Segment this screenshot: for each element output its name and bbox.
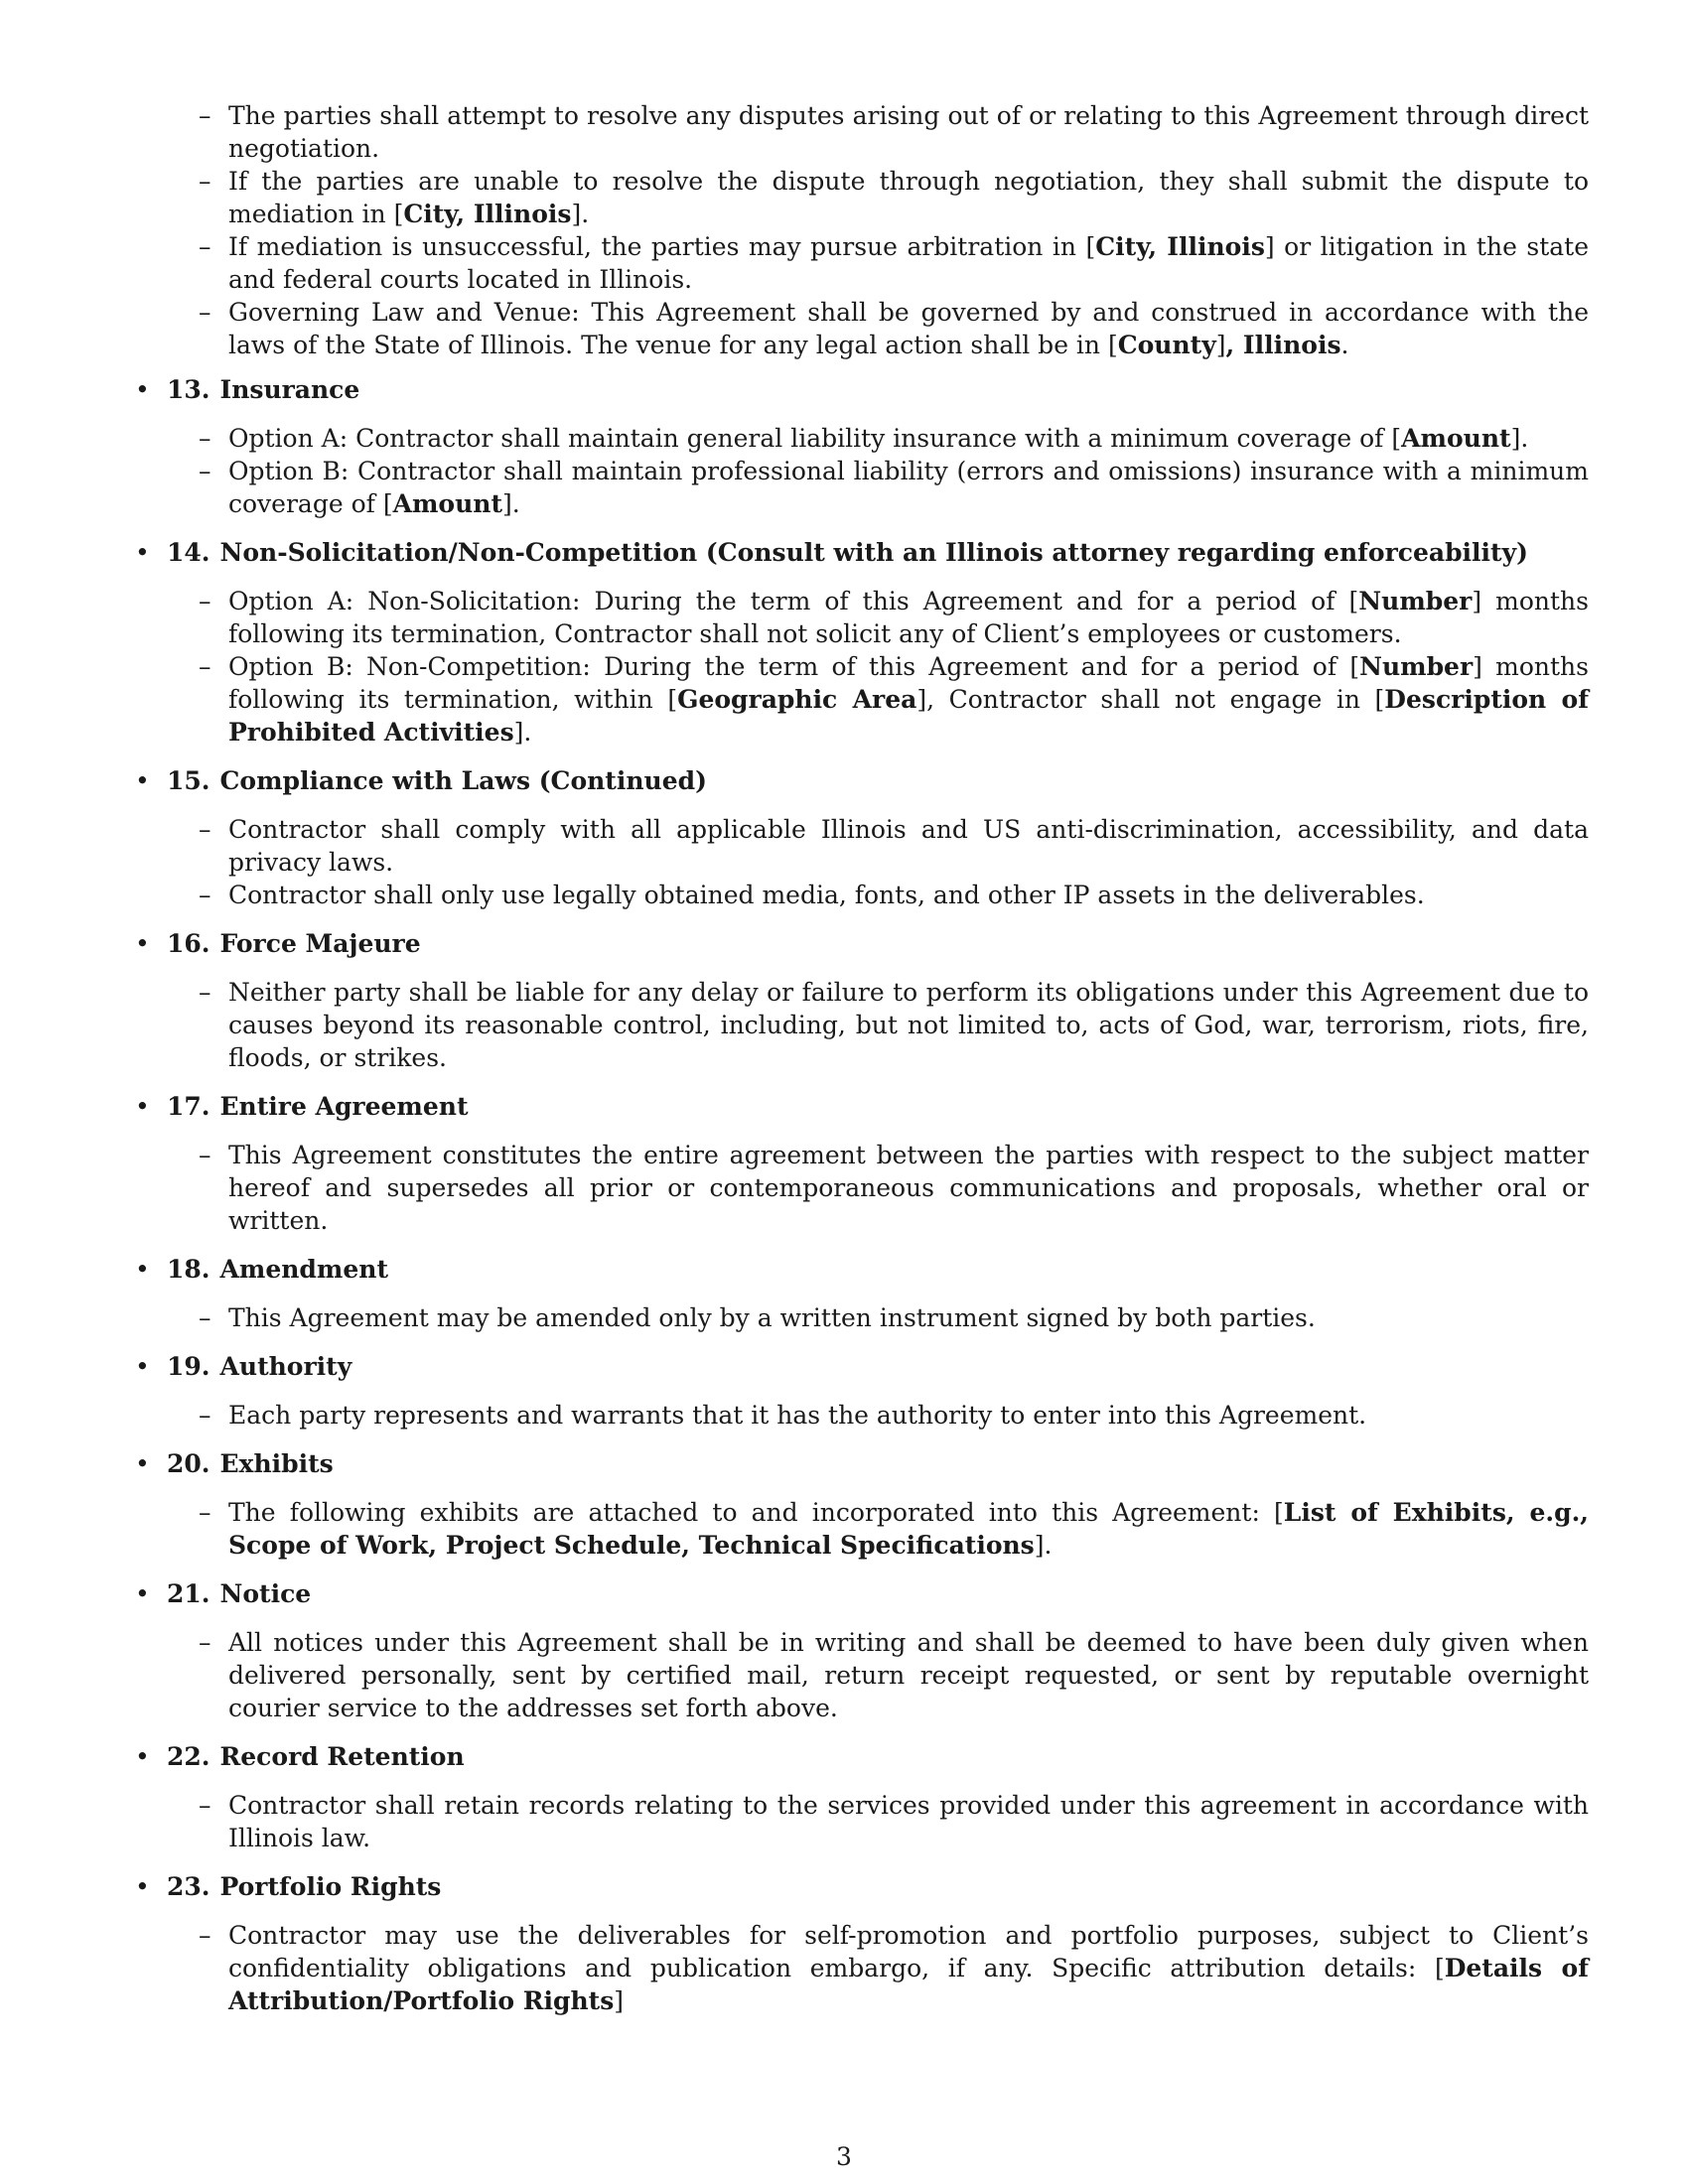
section-number: 18.: [167, 1255, 211, 1284]
section: [129, 1253, 1589, 1334]
section-clause: [129, 455, 1589, 520]
placeholder-text: City, Illinois: [403, 200, 572, 228]
clause-text: All notices under this Agreement shall be in writing and shall be deemed to have been duly given when delivered personally, sent by certified mail, return receipt requested, or sent by reputable overnight courier service to the addresses set forth above.: [228, 1628, 1589, 1722]
clause-text: ].: [1034, 1531, 1053, 1560]
clause-text: Option A: Non-Solicitation: During the term of this Agreement and for a period of [: [228, 587, 1359, 615]
section: [129, 373, 1589, 520]
section-clause: [129, 585, 1589, 650]
clause-text: Neither party shall be liable for any delay or failure to perform its obligations under this Agreement due to causes beyond its reasonable control, including, but not limited to, acts of God, war, terrorism, riots, fire, floods, or strikes.: [228, 978, 1589, 1072]
clause-text: ].: [513, 718, 532, 747]
placeholder-text: Geographic Area: [677, 685, 917, 714]
section-clauses: [129, 1301, 1589, 1334]
section-title: Non-Solicitation/Non-Competition (Consult with an Illinois attorney regarding enforceability): [219, 538, 1528, 567]
section-clauses: [129, 585, 1589, 749]
dash-marker: –: [199, 1921, 211, 1950]
dash-marker: –: [199, 652, 211, 681]
bullet-marker: •: [135, 1352, 150, 1381]
section-clauses: [129, 1139, 1589, 1237]
clause-text: ] months following its termination, Contractor shall not solicit any of Client’s employees or customers.: [228, 587, 1589, 648]
clause-text: Option A: Contractor shall maintain general liability insurance with a minimum coverage of [: [228, 424, 1402, 453]
dispute-clause: [129, 230, 1589, 296]
bullet-marker: •: [135, 1255, 150, 1284]
dispute-resolution-list: [129, 99, 1589, 361]
dash-marker: –: [199, 1791, 211, 1820]
bullet-marker: •: [135, 929, 150, 958]
section-number: 19.: [167, 1352, 211, 1381]
section-clauses: [129, 1399, 1589, 1432]
clause-text: [: [393, 200, 404, 228]
section-clause: [129, 1139, 1589, 1237]
section: [129, 536, 1589, 749]
section: [129, 1577, 1589, 1724]
section-clauses: [129, 422, 1589, 520]
clause-text: Contractor shall retain records relating to the services provided under this agreement in accordance with Illinois law.: [228, 1791, 1589, 1852]
section: [129, 1870, 1589, 2017]
section-heading: [129, 1740, 1589, 1773]
section: [129, 1090, 1589, 1237]
dash-marker: –: [199, 424, 211, 453]
dash-marker: –: [199, 167, 211, 196]
placeholder-text: Details of Attribution/Portfolio Rights: [228, 1954, 1589, 2015]
section-heading: [129, 1870, 1589, 1903]
section-clause: [129, 1301, 1589, 1334]
section-number: 21.: [167, 1579, 211, 1608]
placeholder-text: Number: [1358, 587, 1473, 615]
dash-marker: –: [199, 1141, 211, 1169]
dispute-clause: [129, 165, 1589, 230]
section-title: Insurance: [219, 375, 360, 404]
bullet-marker: •: [135, 1579, 150, 1608]
section-title: Force Majeure: [219, 929, 421, 958]
clause-text: Governing Law and Venue: This Agreement shall be governed by and construed in accordance with the laws of the State of Illinois. The venue for any legal action shall be in [: [228, 298, 1589, 359]
clause-text: .: [1340, 331, 1349, 359]
section-title: Entire Agreement: [219, 1092, 469, 1121]
dash-marker: –: [199, 1401, 211, 1430]
placeholder-text: Number: [1359, 652, 1474, 681]
dash-marker: –: [199, 587, 211, 615]
dash-marker: –: [199, 1303, 211, 1332]
clause-text: ], Contractor shall not engage in [: [916, 685, 1385, 714]
bullet-marker: •: [135, 1092, 150, 1121]
section-title: Record Retention: [219, 1742, 465, 1771]
clause-text: Contractor may use the deliverables for self-promotion and portfolio purposes, subject to Client’s confidentiality obligations and publication embargo, if any. Specific attribution details: [: [228, 1921, 1589, 1982]
clause-text: If the parties are unable to resolve the dispute through negotiation, they shall submit the dispute to mediation in: [228, 167, 1589, 228]
section-heading: [129, 536, 1589, 569]
section-number: 17.: [167, 1092, 211, 1121]
clause-text: This Agreement may be amended only by a written instrument signed by both parties.: [228, 1303, 1316, 1332]
clause-text: Option B: Contractor shall maintain professional liability (errors and omissions) insurance with a minimum coverage of [: [228, 457, 1589, 518]
section-heading: [129, 1350, 1589, 1383]
section: [129, 1740, 1589, 1854]
section-title: Authority: [219, 1352, 352, 1381]
clause-text: ].: [502, 489, 520, 518]
placeholder-text: , Illinois: [1225, 331, 1341, 359]
section: [129, 927, 1589, 1074]
section-title: Notice: [219, 1579, 312, 1608]
section-heading: [129, 764, 1589, 797]
section-clauses: [129, 1496, 1589, 1562]
section-clauses: [129, 1919, 1589, 2017]
section-clause: [129, 1789, 1589, 1854]
section-number: 23.: [167, 1872, 211, 1901]
clause-text: Contractor shall only use legally obtained media, fonts, and other IP assets in the deliverables.: [228, 881, 1425, 909]
section-heading: [129, 373, 1589, 406]
section-clauses: [129, 813, 1589, 911]
bullet-marker: •: [135, 538, 150, 567]
section-number: 15.: [167, 766, 211, 795]
clause-text: ] or litigation in the state and federal courts located in Illinois.: [228, 232, 1589, 294]
bullet-marker: •: [135, 1742, 150, 1771]
dash-marker: –: [199, 1628, 211, 1657]
dash-marker: –: [199, 815, 211, 844]
placeholder-text: County: [1117, 331, 1216, 359]
clause-text: Contractor shall comply with all applicable Illinois and US anti-discrimination, accessibility, and data privacy laws.: [228, 815, 1589, 877]
section-clause: [129, 1496, 1589, 1562]
clause-text: If mediation is unsuccessful, the parties may pursue arbitration in [: [228, 232, 1096, 261]
clause-text: Option B: Non-Competition: During the term of this Agreement and for a period of [: [228, 652, 1360, 681]
dash-marker: –: [199, 1498, 211, 1527]
clause-text: This Agreement constitutes the entire agreement between the parties with respect to the subject matter hereof and supersedes all prior or contemporaneous communications and proposals, whether oral or written.: [228, 1141, 1589, 1235]
placeholder-text: List of Exhibits, e.g., Scope of Work, Project Schedule, Technical Specifications: [228, 1498, 1589, 1560]
section-clauses: [129, 976, 1589, 1074]
section-clause: [129, 1626, 1589, 1724]
clause-text: The parties shall attempt to resolve any disputes arising out of or relating to this Agreement through direct negotiation.: [228, 101, 1589, 163]
dash-marker: –: [199, 978, 211, 1007]
bullet-marker: •: [135, 1872, 150, 1901]
section-heading: [129, 1090, 1589, 1123]
section-number: 13.: [167, 375, 211, 404]
dispute-clause: [129, 296, 1589, 361]
section-title: Amendment: [219, 1255, 388, 1284]
dash-marker: –: [199, 298, 211, 327]
dash-marker: –: [199, 881, 211, 909]
section-number: 22.: [167, 1742, 211, 1771]
dash-marker: –: [199, 232, 211, 261]
placeholder-text: City, Illinois: [1095, 232, 1265, 261]
section-clause: [129, 976, 1589, 1074]
dispute-clause: [129, 99, 1589, 165]
section-clauses: [129, 1626, 1589, 1724]
page-number: 3: [836, 2142, 852, 2171]
clause-text: The following exhibits are attached to and incorporated into this Agreement: [: [228, 1498, 1284, 1527]
section: [129, 1350, 1589, 1432]
document-body: [129, 99, 1589, 2017]
section-number: 20.: [167, 1449, 211, 1478]
dash-marker: –: [199, 101, 211, 130]
section-number: 14.: [167, 538, 211, 567]
section-clause: [129, 650, 1589, 749]
section-title: Compliance with Laws (Continued): [219, 766, 707, 795]
section-clause: [129, 422, 1589, 455]
bullet-marker: •: [135, 1449, 150, 1478]
clause-text: Each party represents and warrants that it has the authority to enter into this Agreement.: [228, 1401, 1367, 1430]
clause-text: ]: [614, 1986, 625, 2015]
section: [129, 1447, 1589, 1562]
section-heading: [129, 1577, 1589, 1610]
section-clause: [129, 813, 1589, 879]
section-heading: [129, 1253, 1589, 1286]
clause-text: ].: [571, 200, 590, 228]
section-title: Portfolio Rights: [219, 1872, 442, 1901]
section-clause: [129, 1919, 1589, 2017]
clause-text: ] months following its termination, within [: [228, 652, 1589, 714]
section-number: 16.: [167, 929, 211, 958]
section-clauses: [129, 1789, 1589, 1854]
dash-marker: –: [199, 457, 211, 485]
sections-container: [129, 373, 1589, 2017]
section-heading: [129, 1447, 1589, 1480]
section-heading: [129, 927, 1589, 960]
section-clause: [129, 879, 1589, 911]
section-clause: [129, 1399, 1589, 1432]
placeholder-text: Description of Prohibited Activities: [228, 685, 1589, 747]
placeholder-text: Amount: [392, 489, 503, 518]
clause-text: ]: [1215, 331, 1226, 359]
bullet-marker: •: [135, 375, 150, 404]
placeholder-text: Amount: [1401, 424, 1511, 453]
section-title: Exhibits: [219, 1449, 334, 1478]
bullet-marker: •: [135, 766, 150, 795]
clause-text: ].: [1510, 424, 1529, 453]
section: [129, 764, 1589, 911]
